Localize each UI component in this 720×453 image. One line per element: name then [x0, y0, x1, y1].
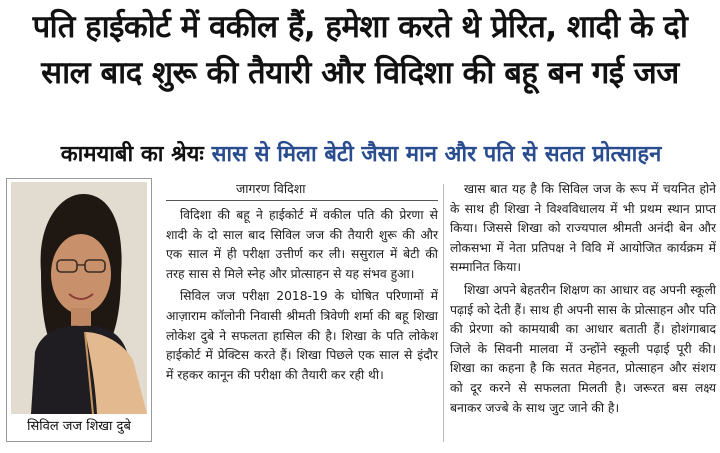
subheadline-lead: कामयाबी का श्रेयः [60, 142, 204, 167]
subheadline [6, 138, 716, 172]
article-paragraph: सिविल जज परीक्षा 2018-19 के घोषित परिणामों में आज़ाराम कॉलोनी निवासी श्रीमती त्रिवेणी शर्मा की बहू शिखा लोकेश दुबे ने सफलता हासिल की है। शिखा के पति लोकेश हाईकोर्ट में प्रेक्टिस करते हैं। शिखा पिछले एक साल से इंदौर में रहकर कानून की परीक्षा की तैयारी कर रही थी। [166, 289, 438, 382]
subheadline-text: सास से मिला बेटी जैसा मान और पति से सतत प्रोत्साहन [211, 142, 662, 167]
headline-line-2: साल बाद शुरू की तैयारी और विदिशा की बहू बन गई जज [41, 55, 679, 91]
article-column-2 [450, 180, 716, 421]
dateline: जागरण विदिशा [166, 180, 438, 201]
photo-frame [6, 178, 152, 442]
article-column-1 [166, 180, 438, 388]
article-paragraph: विदिशा की बहू ने हाईकोर्ट में वकील पति की प्रेरणा से शादी के दो साल बाद सिविल जज की तैयारी शुरू की और एक साल में ही परीक्षा उत्तीर्ण कर ली। ससुराल में बेटी की तरह सास से मिले स्नेह और प्रोत्साहन से यह संभव हुआ। [166, 208, 438, 281]
article-paragraph: शिखा अपने बेहतरीन शिक्षण का आधार वह अपनी स्कूली पढ़ाई को देती हैं। साथ ही अपनी सास के प्रोत्साहन और पति की प्रेरणा को कामयाबी का आधार बताती हैं। होशंगाबाद जिले के सिवनी मालवा में उन्होंने स्कूली पढ़ाई पूरी की। शिखा का कहना है कि सतत मेहनत, प्रोत्साहन और संशय को दूर करने से सफलता मिलती है। जरूरत बस लक्ष्य बनाकर जज्बे के साथ जुट जाने की है। [450, 282, 716, 415]
column-divider [443, 184, 444, 442]
headline-line-1: पति हाईकोर्ट में वकील हैं, हमेशा करते थे प्रेरित, शादी के दो [32, 9, 688, 45]
portrait-photo [11, 182, 147, 414]
article-paragraph: खास बात यह है कि सिविल जज के रूप में चयनित होने के साथ ही शिखा ने विश्वविधालय में भी प्रथम स्थान प्राप्त किया। जिससे शिखा को राज्यपाल श्रीमती अनंदी बेन और लोकसभा में नेता प्रतिपक्ष ने विवि में आयोजित कार्यक्रम में सम्मानित किया। [450, 182, 716, 275]
photo-caption: सिविल जज शिखा दुबे [27, 419, 131, 434]
